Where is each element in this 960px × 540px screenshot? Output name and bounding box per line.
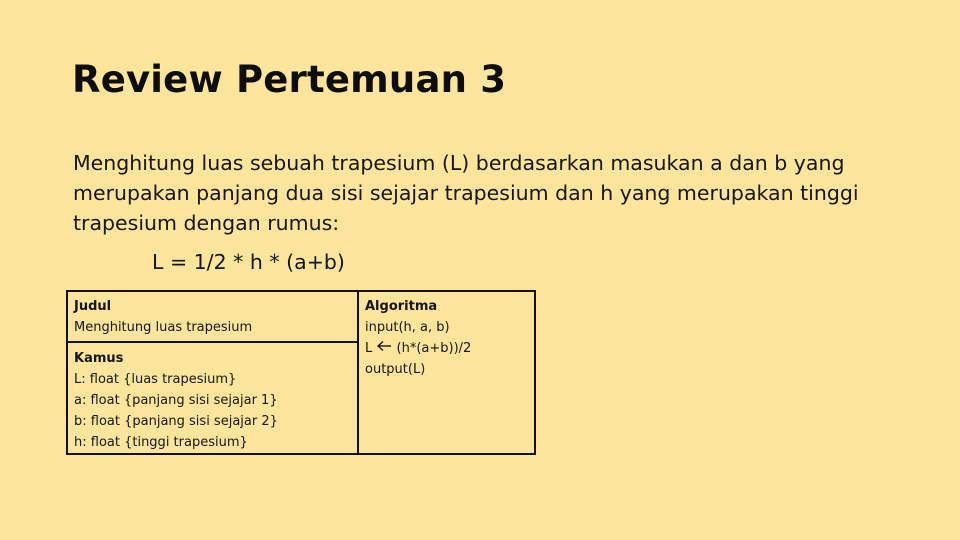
algoritma-assignment-line [365, 338, 534, 359]
kamus-line: L: float {luas trapesium} [74, 372, 237, 387]
judul-cell [68, 292, 357, 343]
kamus-line: b: float {panjang sisi sejajar 2} [74, 414, 278, 429]
slide-title: Review Pertemuan 3 [72, 58, 507, 101]
kamus-heading: Kamus [74, 351, 124, 366]
assignment-lhs: L [365, 341, 373, 356]
problem-description: Menghitung luas sebuah trapesium (L) berdasarkan masukan a dan b yang merupakan panjang dua sisi sejajar trapesium dan h yang merupakan tinggi trapesium dengan rumus: [73, 151, 859, 235]
algoritma-line: output(L) [365, 362, 426, 377]
left-column [68, 292, 359, 453]
formula: L = 1/2 * h * (a+b) [152, 250, 345, 274]
kamus-line: a: float {panjang sisi sejajar 1} [74, 393, 278, 408]
judul-text: Menghitung luas trapesium [74, 320, 253, 335]
algoritma-heading: Algoritma [365, 299, 438, 314]
kamus-cell [68, 345, 357, 453]
left-arrow-icon [376, 338, 392, 359]
algoritma-line: input(h, a, b) [365, 320, 450, 335]
kamus-line: h: float {tinggi trapesium} [74, 435, 248, 450]
algorithm-table [66, 290, 536, 455]
judul-heading: Judul [74, 299, 112, 314]
algoritma-cell [359, 292, 534, 453]
assignment-rhs: (h*(a+b))/2 [396, 341, 472, 356]
